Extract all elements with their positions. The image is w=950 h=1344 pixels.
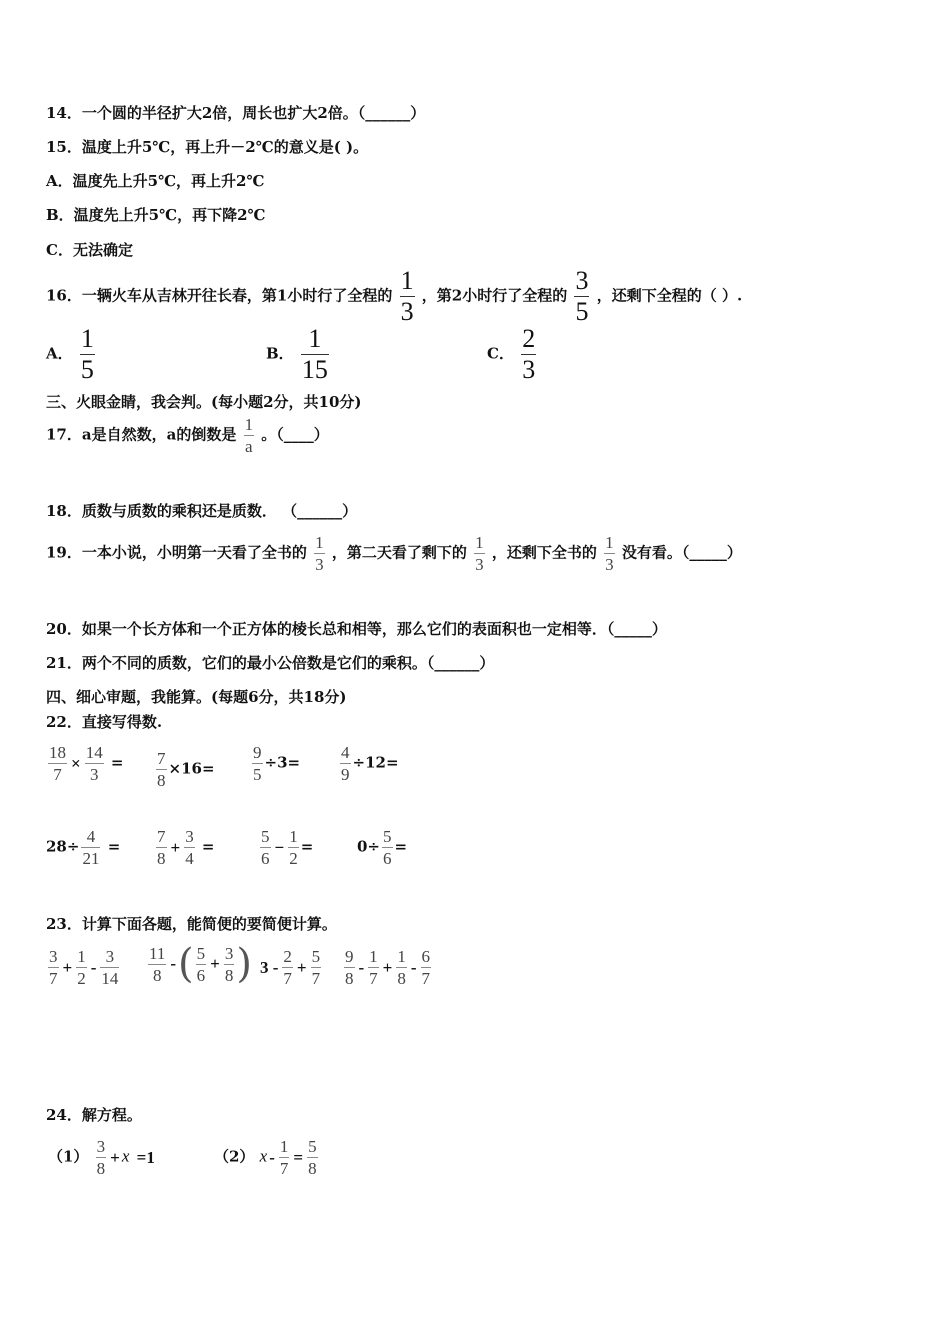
question-22: 22．直接写得数. [46, 713, 163, 731]
question-16: 16．一辆火车从吉林开往长春，第1小时行了全程的 $\frac{1}{3}$ ，第2小时行了全程的 $\frac{3}{5}$ ，还剩下全程的（ ）. [46, 266, 743, 326]
fraction: $\frac{5}{8}$ [308, 1137, 317, 1178]
fraction: $\frac{3}{7}$ [49, 947, 58, 988]
fraction: $\frac{1}{7}$ [279, 1137, 289, 1178]
fraction: $\frac{5}{6}$ [196, 943, 206, 985]
q16-option-a: A． $\frac{1}{5}$ [46, 324, 94, 384]
fraction: $\frac{3}{8}$ [96, 1137, 106, 1178]
question-14: 14．一个圆的半径扩大2倍，周长也扩大2倍。（______） [46, 104, 426, 122]
calc-item: $\frac{5}{6}$ − $\frac{1}{2}$ = [261, 827, 314, 868]
equation-1: （1） $\frac{3}{8}$ + x =1 [48, 1137, 155, 1178]
calc-item: $\frac{18}{7}$ × $\frac{14}{3}$ = [49, 743, 124, 784]
calc-item: 3 - $\frac{2}{7}$ + $\frac{5}{7}$ [260, 947, 321, 988]
fraction: $\frac{14}{3}$ [85, 743, 103, 784]
question-18: 18．质数与质数的乘积还是质数． （______） [46, 502, 358, 520]
calc-item: $\frac{9}{8}$ - $\frac{1}{7}$ + $\frac{1}{8}$ - $\frac{6}{7}$ [345, 947, 431, 988]
question-15: 15．温度上升5℃，再上升－2℃的意义是( )。 [46, 138, 369, 156]
q16-option-c: C． $\frac{2}{3}$ [487, 324, 536, 384]
fraction: $\frac{3}{14}$ [101, 947, 119, 988]
fraction: $\frac{9}{5}$ [253, 743, 262, 784]
option-a: A．温度先上升5℃，再上升2℃ [46, 172, 265, 190]
calc-item: $\frac{7}{8}$ + $\frac{3}{4}$ = [157, 827, 215, 868]
fraction: $\frac{3}{4}$ [185, 827, 194, 868]
fraction: $\frac{3}{8}$ [224, 943, 234, 985]
fraction: $\frac{1}{3}$ [605, 533, 614, 574]
q16-option-b: B． $\frac{1}{15}$ [266, 324, 328, 384]
equation-2: （2） x - $\frac{1}{7}$ = $\frac{5}{8}$ [214, 1137, 317, 1178]
fraction: $\frac{2}{3}$ [522, 324, 536, 384]
calc-item: 28÷ $\frac{4}{21}$ = [46, 827, 121, 868]
fraction: $\frac{7}{8}$ [157, 827, 166, 868]
section-3-heading: 三、火眼金睛，我会判。(每小题2分，共10分) [46, 393, 362, 411]
fraction: $\frac{2}{7}$ [283, 947, 292, 988]
fraction: $\frac{1}{2}$ [289, 827, 298, 868]
fraction: $\frac{5}{6}$ [261, 827, 270, 868]
calc-item: $\frac{4}{9}$ ÷12= [341, 743, 399, 784]
fraction: $\frac{1}{a}$ [244, 415, 254, 456]
calc-item: $\frac{7}{8}$ ×16= [157, 749, 215, 790]
question-24: 24．解方程。 [46, 1106, 142, 1124]
question-20: 20．如果一个长方体和一个正方体的棱长总和相等，那么它们的表面积也一定相等．（_____） [46, 620, 667, 638]
fraction: $\frac{3}{5}$ [575, 266, 589, 326]
calc-item: 0÷ $\frac{5}{6}$ = [357, 827, 408, 868]
question-21: 21．两个不同的质数，它们的最小公倍数是它们的乘积。（______） [46, 654, 495, 672]
calc-item: $\frac{11}{8}$ -( $\frac{5}{6}$ + $\frac{3}{8}$ ) [149, 941, 252, 987]
fraction: $\frac{4}{21}$ [82, 827, 100, 868]
fraction: $\frac{1}{3}$ [400, 266, 414, 326]
question-19: 19．一本小说，小明第一天看了全书的 $\frac{1}{3}$ ，第二天看了剩下的 $\frac{1}{3}$ ，还剩下全书的 $\frac{1}{3}$ 没有看。（_____） [46, 533, 742, 574]
option-c: C．无法确定 [46, 241, 133, 259]
fraction: $\frac{1}{15}$ [301, 324, 328, 384]
calc-item: $\frac{3}{7}$ + $\frac{1}{2}$ - $\frac{3}{14}$ [49, 947, 119, 988]
calc-item: $\frac{9}{5}$ ÷3= [253, 743, 301, 784]
fraction: $\frac{6}{7}$ [421, 947, 431, 988]
fraction: $\frac{18}{7}$ [49, 743, 66, 784]
fraction: $\frac{11}{8}$ [149, 943, 166, 985]
fraction: $\frac{1}{2}$ [77, 947, 86, 988]
question-17: 17．a是自然数，a的倒数是 $\frac{1}{a}$ 。（____） [46, 415, 329, 456]
fraction: $\frac{5}{7}$ [311, 947, 321, 988]
fraction: $\frac{1}{7}$ [369, 947, 378, 988]
fraction: $\frac{1}{3}$ [315, 533, 324, 574]
question-23: 23．计算下面各题，能简便的要简便计算。 [46, 915, 337, 933]
option-b: B．温度先上升5℃，再下降2℃ [46, 206, 266, 224]
fraction: $\frac{1}{3}$ [475, 533, 484, 574]
fraction: $\frac{1}{5}$ [80, 324, 94, 384]
fraction: $\frac{9}{8}$ [345, 947, 354, 988]
section-4-heading: 四、细心审题，我能算。(每题6分，共18分) [46, 688, 347, 706]
fraction: $\frac{5}{6}$ [383, 827, 392, 868]
fraction: $\frac{1}{8}$ [397, 947, 406, 988]
fraction: $\frac{7}{8}$ [157, 749, 166, 790]
fraction: $\frac{4}{9}$ [341, 743, 350, 784]
